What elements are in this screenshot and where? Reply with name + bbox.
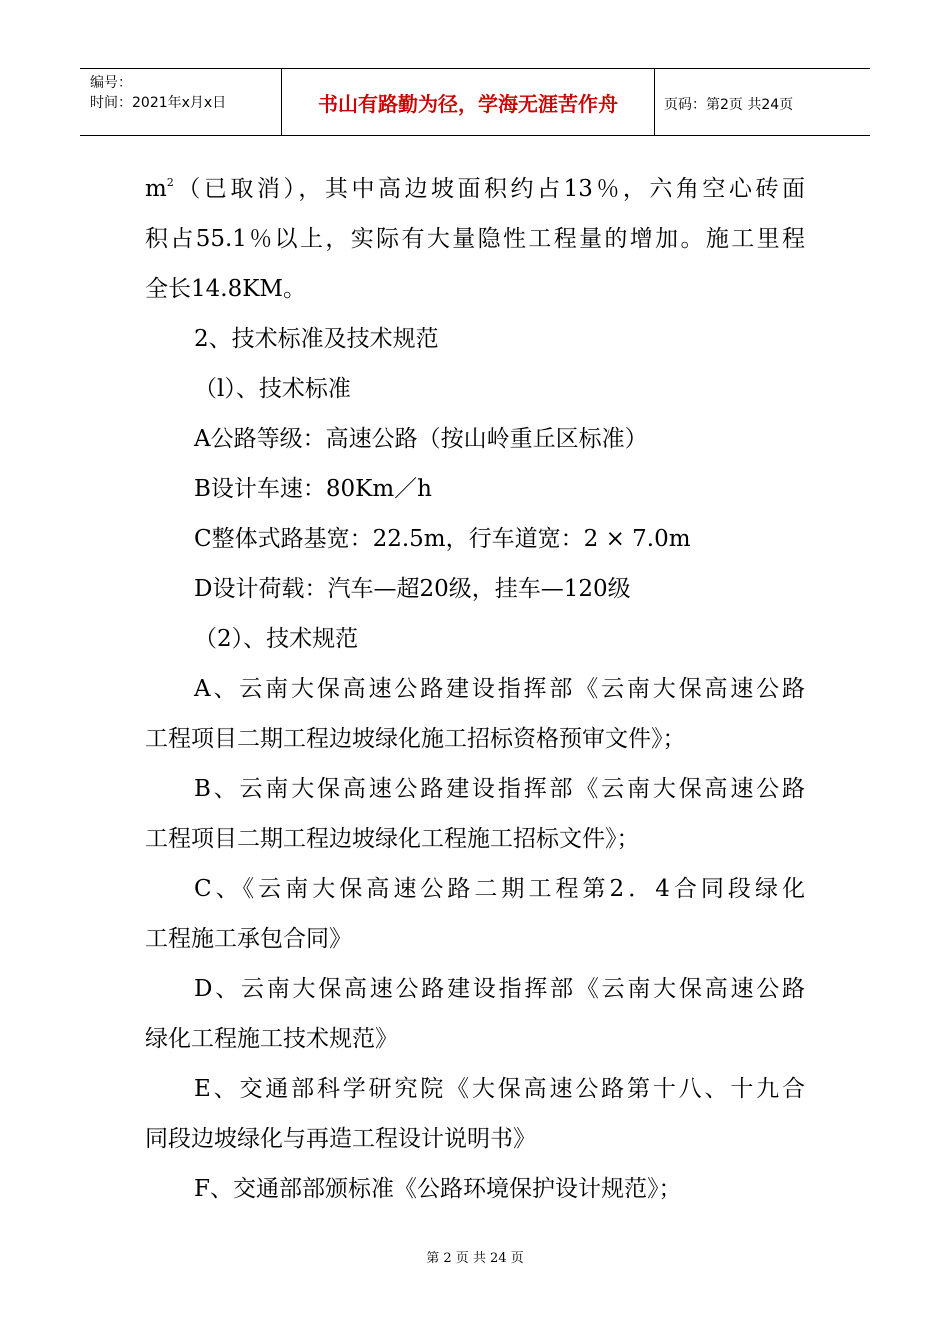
paragraph-area-line-1: $m^2$（已取消），其中高边坡面积约占13％，六角空心砖面: [145, 176, 805, 202]
spec-a-line-2: 工程项目二期工程边坡绿化施工招标资格预审文件》；: [145, 726, 686, 752]
paragraph-area-line-3: 全长14.8KM。: [145, 276, 306, 302]
standard-item-a: A公路等级：高速公路（按山岭重丘区标准）: [194, 426, 648, 452]
spec-b-line-1: B、云南大保高速公路建设指挥部《云南大保高速公路: [194, 776, 805, 802]
spec-c-line-1: C、《云南大保高速公路二期工程第2．4合同段绿化: [194, 876, 805, 902]
paragraph-area-line-2: 积占55.1％以上，实际有大量隐性工程量的增加。施工里程: [145, 226, 805, 252]
header-time-label: 时间：2021年x月x日: [90, 95, 227, 111]
header-number-label: 编号：: [90, 75, 132, 91]
spec-a-line-1: A、云南大保高速公路建设指挥部《云南大保高速公路: [194, 676, 805, 702]
spec-d-line-1: D、云南大保高速公路建设指挥部《云南大保高速公路: [194, 976, 805, 1002]
section-2-title: 2、技术标准及技术规范: [194, 326, 439, 352]
subsection-2-title: （2）、技术规范: [194, 626, 359, 652]
spec-e-line-2: 同段边坡绿化与再造工程设计说明书》: [145, 1126, 536, 1152]
spec-d-line-2: 绿化工程施工技术规范》: [145, 1026, 398, 1052]
header-top-rule: [80, 68, 870, 69]
spec-e-line-1: E、交通部科学研究院《大保高速公路第十八、十九合: [194, 1076, 805, 1102]
header-motto: 书山有路勤为径，学海无涯苦作舟: [318, 92, 618, 116]
spec-f-line-1: F、交通部部颁标准《公路环境保护设计规范》；: [194, 1176, 682, 1202]
standard-item-b: B设计车速：80Km／h: [194, 476, 432, 502]
standard-item-c: C整体式路基宽：22.5m，行车道宽：2 × 7.0m: [194, 526, 691, 552]
header-bottom-rule: [80, 135, 870, 136]
spec-b-line-2: 工程项目二期工程边坡绿化工程施工招标文件》；: [145, 826, 640, 852]
header-divider-right: [654, 68, 655, 135]
subsection-1-title: （l）、技术标准: [194, 376, 351, 402]
header-page-info: 页码：第2页 共24页: [664, 97, 794, 113]
page-footer: 第 2 页 共 24 页: [426, 1251, 524, 1266]
superscript-two: 2: [166, 176, 174, 189]
spec-c-line-2: 工程施工承包合同》: [145, 926, 352, 952]
standard-item-d: D设计荷载：汽车—超20级，挂车—120级: [194, 576, 631, 602]
